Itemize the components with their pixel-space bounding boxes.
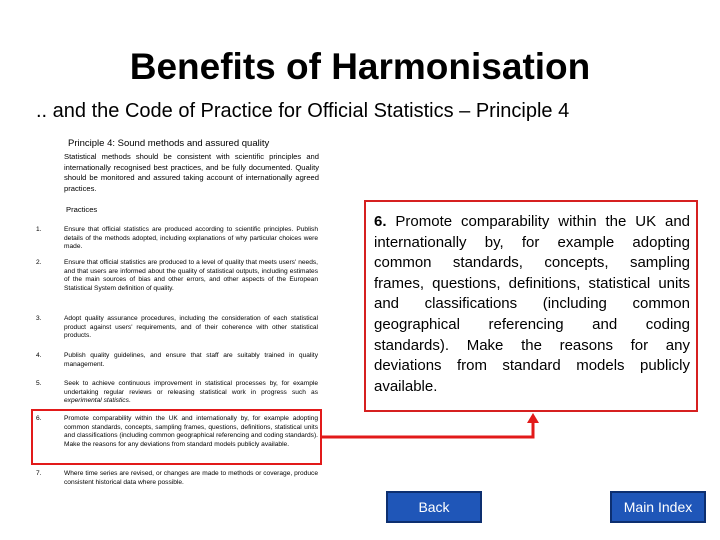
practice-number: 4. bbox=[36, 352, 42, 359]
connector-line bbox=[322, 422, 533, 437]
practice-number: 7. bbox=[36, 470, 42, 477]
practice-text: Promote comparability within the UK and internationally by, for example adopting common standards, concepts, sampling frames, questions, definitions, statistical units and classifications (including common geographical referencing and coding standards). Make the reasons for any deviations from standard models publicly available. bbox=[64, 415, 319, 448]
practice-number: 1. bbox=[36, 226, 42, 233]
practice-6-highlight-box bbox=[31, 409, 322, 465]
principle-text: Statistical methods should be consistent with scientific principles and internationally recognised best practices, and be fully documented. Quality should be monitored and assured taking account of internationally agreed practices. bbox=[64, 152, 319, 193]
main-index-button[interactable]: Main Index bbox=[610, 491, 706, 523]
practice-text: Ensure that official statistics are produced according to scientific principles. Publish details of the methods adopted, including explanations of why particular choices were made. bbox=[64, 226, 318, 251]
principle-6-callout bbox=[364, 200, 698, 412]
practice-number: 3. bbox=[36, 315, 42, 322]
slide-subtitle: .. and the Code of Practice for Official Statistics – Principle 4 bbox=[36, 100, 570, 122]
slide-title: Benefits of Harmonisation bbox=[129, 46, 591, 87]
principle-heading: Principle 4: Sound methods and assured quality bbox=[68, 138, 270, 149]
back-button[interactable]: Back bbox=[386, 491, 482, 523]
practice-number: 2. bbox=[36, 259, 42, 266]
practice-text: Publish quality guidelines, and ensure that staff are suitably trained in quality management. bbox=[64, 352, 318, 368]
callout-number: 6. bbox=[374, 213, 387, 230]
arrowhead-icon bbox=[527, 413, 539, 423]
callout-body: Promote comparability within the UK and internationally by, for example adopting common standards, concepts, sampling frames, questions, definitions, statistical units and classifications (including common geographical referencing and coding standards). Make the reasons for any deviations from standard models publicly available. bbox=[374, 213, 691, 395]
practices-label: Practices bbox=[66, 205, 98, 214]
practice-text: Adopt quality assurance procedures, including the consideration of each statistical product against users' requirements, and of their coherence with other statistical products. bbox=[64, 315, 318, 340]
practice-text: Where time series are revised, or changes are made to methods or coverage, produce consistent historical data where possible. bbox=[64, 470, 318, 486]
callout-text bbox=[374, 212, 690, 397]
practice-number: 5. bbox=[36, 380, 42, 387]
practice-text: Seek to achieve continuous improvement in statistical processes by, for example undertaking regular reviews or releasing statistical work in progress such as experimental statistics. bbox=[64, 380, 318, 405]
practice-text: Ensure that official statistics are produced to a level of quality that meets users' needs, and that users are informed about the quality of statistical outputs, including estimates of the main sources of bias and other errors, and other aspects of the European Statistical System definition of quality. bbox=[64, 259, 318, 292]
practice-number: 6. bbox=[36, 415, 42, 422]
